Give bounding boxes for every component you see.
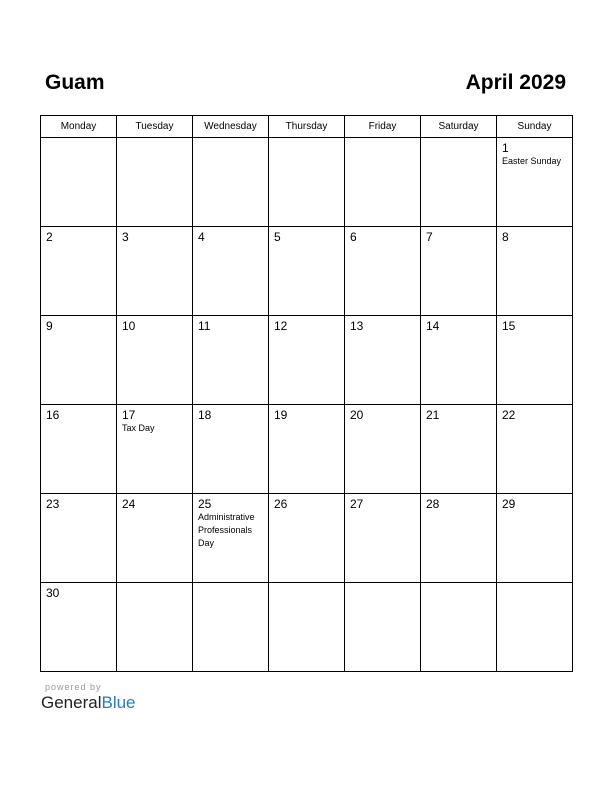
weekday-friday: Friday [345, 116, 421, 138]
day-number: 25 [198, 497, 212, 511]
day-cell [193, 138, 269, 227]
day-cell [421, 227, 497, 316]
day-number [421, 583, 496, 587]
day-cell [497, 138, 573, 227]
day-cell [41, 316, 117, 405]
day-number: 30 [46, 586, 60, 600]
day-number: 22 [502, 408, 516, 422]
day-number: 3 [122, 230, 129, 244]
day-cell [117, 316, 193, 405]
day-cell [497, 227, 573, 316]
day-cell [421, 583, 497, 672]
day-cell [497, 405, 573, 494]
day-cell [497, 316, 573, 405]
day-number: 5 [274, 230, 281, 244]
day-number: 8 [502, 230, 509, 244]
day-number: 24 [122, 497, 136, 511]
brand-blue: Blue [101, 693, 136, 712]
week-row [41, 494, 573, 583]
day-number: 20 [350, 408, 364, 422]
day-cell [497, 583, 573, 672]
day-cell [117, 227, 193, 316]
day-cell [421, 494, 497, 583]
day-number [421, 138, 496, 142]
day-cell [345, 405, 421, 494]
day-number: 29 [502, 497, 516, 511]
day-cell [345, 227, 421, 316]
weekday-sunday: Sunday [497, 116, 573, 138]
day-cell [41, 227, 117, 316]
day-cell [41, 494, 117, 583]
day-cell [193, 583, 269, 672]
day-cell [193, 227, 269, 316]
day-number: 2 [46, 230, 53, 244]
day-number: 6 [350, 230, 357, 244]
day-number: 9 [46, 319, 53, 333]
day-number: 10 [122, 319, 136, 333]
weekday-wednesday: Wednesday [193, 116, 269, 138]
day-cell [41, 138, 117, 227]
holiday-label: Tax Day [122, 423, 155, 433]
calendar-grid [40, 115, 573, 672]
day-cell [269, 405, 345, 494]
day-number [193, 138, 268, 142]
day-cell [345, 583, 421, 672]
day-number: 23 [46, 497, 60, 511]
day-cell [117, 494, 193, 583]
generalblue-logo [41, 693, 136, 713]
day-number [345, 138, 420, 142]
day-cell [497, 494, 573, 583]
day-number: 16 [46, 408, 60, 422]
weekday-tuesday: Tuesday [117, 116, 193, 138]
day-number: 15 [502, 319, 516, 333]
day-cell [117, 583, 193, 672]
day-cell [421, 405, 497, 494]
month-year-title: April 2029 [465, 71, 566, 94]
day-number: 7 [426, 230, 433, 244]
weekday-thursday: Thursday [269, 116, 345, 138]
day-number: 18 [198, 408, 212, 422]
day-cell [269, 316, 345, 405]
day-number: 17 [122, 408, 136, 422]
day-number [269, 138, 344, 142]
week-row [41, 405, 573, 494]
day-number: 27 [350, 497, 364, 511]
day-cell [269, 138, 345, 227]
day-cell [269, 227, 345, 316]
weekday-header-row [41, 116, 573, 138]
day-cell [421, 316, 497, 405]
country-title: Guam [45, 71, 105, 94]
day-number [41, 138, 116, 142]
day-number [117, 583, 192, 587]
day-cell [117, 405, 193, 494]
weekday-monday: Monday [41, 116, 117, 138]
day-number: 1 [502, 141, 509, 155]
day-cell [117, 138, 193, 227]
day-cell [345, 138, 421, 227]
day-number [497, 583, 572, 587]
day-cell [41, 583, 117, 672]
day-number: 13 [350, 319, 364, 333]
week-row [41, 316, 573, 405]
day-number: 14 [426, 319, 440, 333]
holiday-label: Administrative Professionals Day [198, 512, 255, 548]
week-row [41, 138, 573, 227]
day-cell [345, 494, 421, 583]
week-row [41, 583, 573, 672]
day-number: 19 [274, 408, 288, 422]
day-number: 28 [426, 497, 440, 511]
day-cell [421, 138, 497, 227]
weekday-saturday: Saturday [421, 116, 497, 138]
day-cell [269, 494, 345, 583]
powered-by-text: powered by [45, 682, 102, 692]
holiday-label: Easter Sunday [502, 156, 562, 166]
day-cell [269, 583, 345, 672]
day-number: 21 [426, 408, 440, 422]
day-number [117, 138, 192, 142]
day-number: 26 [274, 497, 288, 511]
day-number [193, 583, 268, 587]
day-cell [193, 405, 269, 494]
day-number: 11 [198, 319, 211, 333]
day-cell [345, 316, 421, 405]
day-number [269, 583, 344, 587]
week-row [41, 227, 573, 316]
day-cell [193, 494, 269, 583]
day-number: 12 [274, 319, 288, 333]
brand-general: General [41, 693, 102, 712]
day-cell [193, 316, 269, 405]
day-number [345, 583, 420, 587]
day-number: 4 [198, 230, 205, 244]
day-cell [41, 405, 117, 494]
